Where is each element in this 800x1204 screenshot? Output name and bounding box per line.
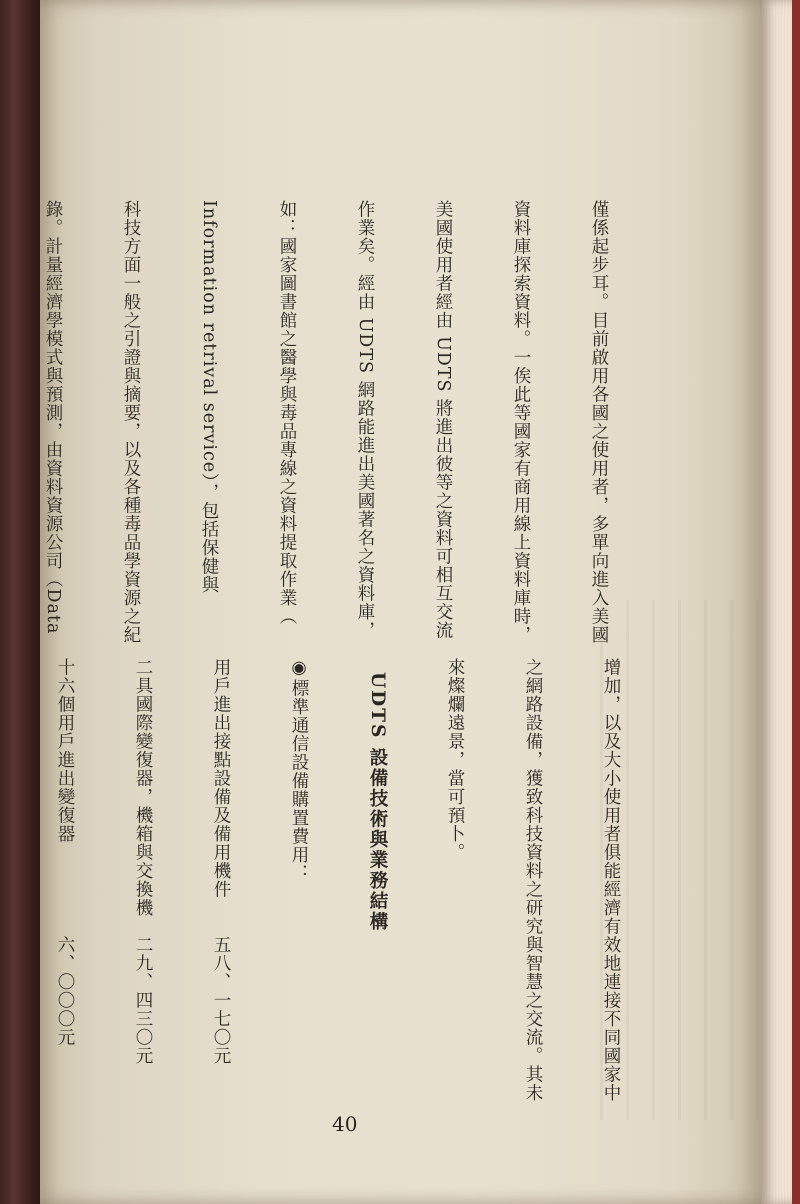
text-column: 用戶進出接點設備及備用機件 五八、一七〇元 xyxy=(211,658,231,1065)
lower-text-block xyxy=(0,658,676,1102)
text-column: 來燦爛遠景，當可預卜。 xyxy=(445,658,465,862)
text-column: 科技方面一般之引證與摘要，以及各種毒品學資源之紀 xyxy=(121,200,141,644)
section-heading: UDTS 設備技術與業務結構 xyxy=(367,672,388,933)
text-column: 增加，以及大小使用者俱能經濟有效地連接不同國家中 xyxy=(601,658,621,1102)
text-column: 之網路設備，獲致科技資料之研究與智慧之交流。其未 xyxy=(523,658,543,1102)
upper-text-block xyxy=(0,200,664,644)
text-column: 二具國際變復器，機箱與交換機 二九、四三〇元 xyxy=(133,658,153,1065)
book-page-edges xyxy=(762,0,800,1204)
page-number: 40 xyxy=(332,1112,358,1136)
text-column: 作業矣。經由 UDTS 網路能進出美國著名之資料庫， xyxy=(355,200,375,640)
text-column: 僅係起步耳。目前啟用各國之使用者，多單向進入美國 xyxy=(589,200,609,644)
text-column: ◉標準通信設備購置費用： xyxy=(289,658,309,883)
text-column: Information retrival service），包括保健與 xyxy=(199,200,219,594)
text-column: 美國使用者經由 UDTS 將進出彼等之資料可相互交流 xyxy=(433,200,453,640)
text-column: 錄。計量經濟學模式與預測，由資料資源公司（Data xyxy=(43,200,63,635)
text-column: 如：國家圖書館之醫學與毒品專線之資料提取作業（ xyxy=(277,200,297,626)
text-column: 資料庫探索資料。一俟此等國家有商用線上資料庫時， xyxy=(511,200,531,644)
text-column: 十六個用戶進出變復器 六、〇〇〇元 xyxy=(55,658,75,1047)
